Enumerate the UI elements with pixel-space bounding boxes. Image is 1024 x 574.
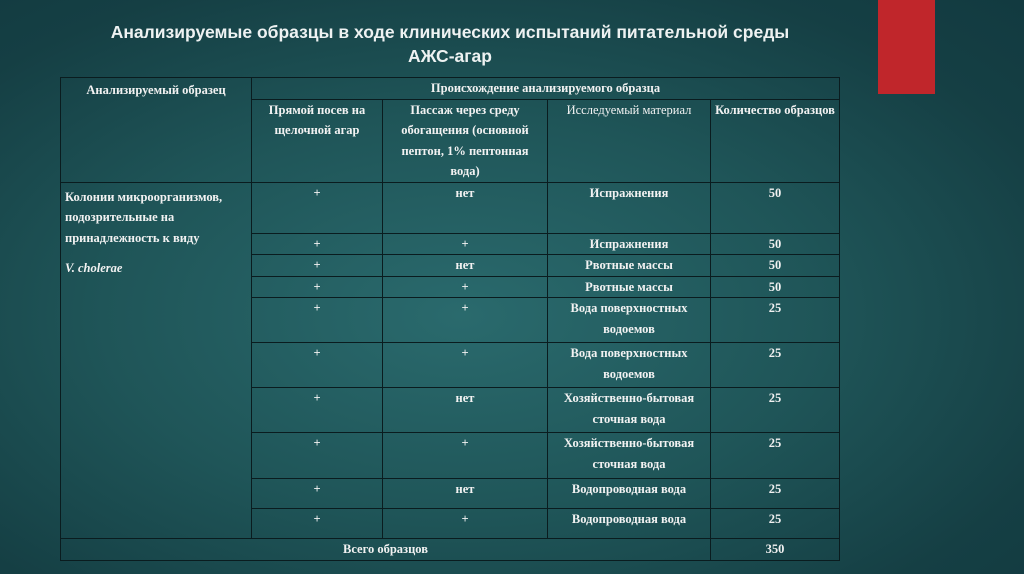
cell-direct: + <box>252 276 383 298</box>
cell-count: 25 <box>711 298 840 343</box>
header-sample: Анализируемый образец <box>61 78 252 183</box>
cell-material: Вода поверхностных водоемов <box>548 343 711 388</box>
header-count: Количество образцов <box>711 99 840 182</box>
cell-direct: + <box>252 388 383 433</box>
cell-passage: нет <box>383 388 548 433</box>
sample-cell <box>61 182 252 539</box>
cell-passage: + <box>383 433 548 479</box>
cell-material: Водопроводная вода <box>548 479 711 509</box>
header-direct: Прямой посев на щелочной агар <box>252 99 383 182</box>
cell-count: 50 <box>711 276 840 298</box>
cell-material: Водопроводная вода <box>548 509 711 539</box>
title-line-1: Анализируемые образцы в ходе клинических испытаний питательной среды <box>110 22 790 42</box>
cell-count: 50 <box>711 182 840 233</box>
cell-direct: + <box>252 255 383 277</box>
cell-material: Вода поверхностных водоемов <box>548 298 711 343</box>
cell-material: Хозяйственно-бытовая сточная вода <box>548 388 711 433</box>
cell-passage: + <box>383 233 548 255</box>
cell-material: Хозяйственно-бытовая сточная вода <box>548 433 711 479</box>
cell-material: Рвотные массы <box>548 276 711 298</box>
cell-direct: + <box>252 509 383 539</box>
cell-direct: + <box>252 182 383 233</box>
cell-count: 25 <box>711 479 840 509</box>
sample-species: V. cholerae <box>65 261 123 275</box>
cell-passage: + <box>383 509 548 539</box>
cell-direct: + <box>252 233 383 255</box>
cell-passage: + <box>383 343 548 388</box>
cell-count: 25 <box>711 433 840 479</box>
sample-label: Колонии микроорганизмов, подозрительные на принадлежность к виду <box>65 189 223 245</box>
cell-material: Испражнения <box>548 182 711 233</box>
cell-count: 50 <box>711 255 840 277</box>
header-origin: Происхождение анализируемого образца <box>252 78 840 100</box>
total-row <box>61 539 840 561</box>
samples-table <box>60 77 840 561</box>
total-value: 350 <box>711 539 840 561</box>
cell-passage: нет <box>383 255 548 277</box>
cell-direct: + <box>252 343 383 388</box>
table-row <box>61 182 840 233</box>
cell-direct: + <box>252 298 383 343</box>
total-label: Всего образцов <box>61 539 711 561</box>
cell-direct: + <box>252 433 383 479</box>
cell-material: Рвотные массы <box>548 255 711 277</box>
cell-passage: + <box>383 298 548 343</box>
cell-count: 25 <box>711 509 840 539</box>
title-line-2: АЖС-агар <box>408 46 492 66</box>
header-material: Исследуемый материал <box>548 99 711 182</box>
accent-bar <box>878 0 935 94</box>
cell-count: 25 <box>711 388 840 433</box>
cell-passage: + <box>383 276 548 298</box>
cell-direct: + <box>252 479 383 509</box>
cell-material: Испражнения <box>548 233 711 255</box>
header-passage: Пассаж через среду обогащения (основной пептон, 1% пептонная вода) <box>383 99 548 182</box>
cell-passage: нет <box>383 182 548 233</box>
cell-count: 25 <box>711 343 840 388</box>
header-row-1 <box>61 78 840 100</box>
cell-count: 50 <box>711 233 840 255</box>
cell-passage: нет <box>383 479 548 509</box>
slide-title <box>40 20 860 68</box>
